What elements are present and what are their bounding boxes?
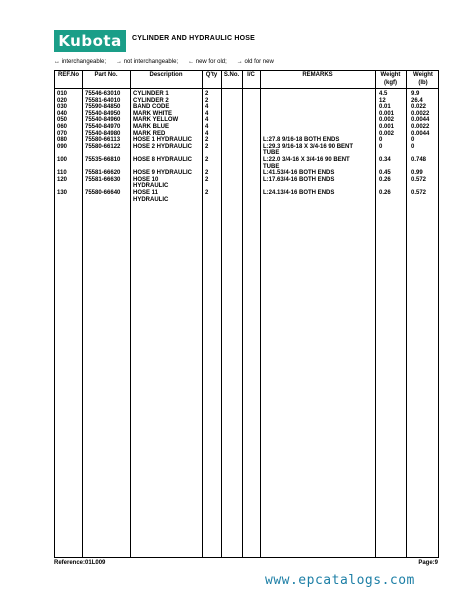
- parts-table: [54, 70, 439, 558]
- cell-kgf: 0.002: [379, 117, 395, 124]
- col-header-description: Description: [149, 72, 183, 78]
- cell-qty: 2: [205, 143, 209, 150]
- col-header-ref: REF.No: [58, 72, 79, 78]
- interchangeability-legend: [54, 59, 444, 65]
- cell-part: 75540-84950: [85, 110, 121, 117]
- cell-desc: MARK WHITE: [133, 110, 172, 117]
- page-title: CYLINDER AND HYDRAULIC HOSE: [132, 35, 255, 42]
- cell-part: 75546-63010: [85, 91, 121, 97]
- col-header-weight-lb: Weight (lb): [413, 72, 433, 86]
- cell-desc: HOSE 9 HYDRAULIC: [133, 170, 193, 177]
- table-row: [55, 144, 438, 157]
- cell-lb: 0.0022: [411, 110, 430, 117]
- cell-kgf: 0.002: [379, 130, 395, 137]
- cell-lb: 9.9: [411, 91, 420, 97]
- cell-qty: 2: [205, 170, 209, 177]
- col-header-qty: Q'ty: [205, 72, 218, 78]
- cell-kgf: 0: [379, 143, 383, 150]
- cell-ref: 050: [57, 117, 68, 124]
- table-row: [55, 124, 438, 131]
- cell-lb: 0.572: [411, 189, 427, 196]
- cell-desc: HOSE 8 HYDRAULIC: [133, 156, 193, 163]
- cell-ref: 090: [57, 143, 68, 150]
- cell-kgf: 0.26: [379, 189, 391, 196]
- cell-ref: 080: [57, 137, 68, 144]
- table-row: [55, 170, 438, 177]
- cell-desc: CYLINDER 2: [133, 97, 169, 104]
- cell-qty: 4: [205, 117, 209, 124]
- cell-desc: MARK BLUE: [133, 123, 169, 130]
- cell-part: 75580-66122: [85, 143, 121, 150]
- cell-qty: 4: [205, 104, 209, 111]
- col-header-part: Part No.: [94, 72, 118, 78]
- cell-qty: 2: [205, 97, 209, 104]
- cell-part: 75540-84970: [85, 123, 121, 130]
- cell-qty: 4: [205, 110, 209, 117]
- table-body: [55, 91, 438, 203]
- cell-ref: 100: [57, 156, 68, 163]
- cell-desc: HOSE 2 HYDRAULIC: [133, 143, 193, 150]
- cell-ref: 110: [57, 170, 67, 177]
- cell-remarks: L:24.13/4-16 BOTH ENDS: [263, 189, 335, 196]
- cell-remarks: L:22.0 3/4-16 X 3/4-16 90 BENT: [263, 156, 350, 163]
- cell-qty: 2: [205, 189, 209, 196]
- cell-qty: 2: [205, 156, 209, 163]
- legend-item: → old for new: [236, 59, 274, 65]
- cell-qty: 4: [205, 123, 209, 130]
- cell-remarks: TUBE: [263, 163, 280, 170]
- legend-item: ← new for old;: [188, 59, 227, 65]
- legend-item: ↔ interchangeable;: [54, 59, 107, 65]
- cell-part: 75535-66810: [85, 156, 121, 163]
- cell-part: 75580-66113: [85, 137, 121, 144]
- cell-qty: 2: [205, 176, 209, 183]
- cell-qty: 2: [205, 137, 209, 144]
- table-row: [55, 190, 438, 203]
- cell-ref: 060: [57, 123, 68, 130]
- cell-desc: HOSE 10: [133, 176, 159, 183]
- cell-desc: MARK YELLOW: [133, 117, 179, 124]
- table-row: [55, 137, 438, 144]
- cell-kgf: 4.5: [379, 91, 388, 97]
- cell-kgf: 0.001: [379, 123, 395, 130]
- cell-part: 75581-66620: [85, 170, 121, 177]
- cell-desc: CYLINDER 1: [133, 91, 169, 97]
- cell-part: 75540-84980: [85, 130, 121, 137]
- reference-number: Reference:01L009: [54, 560, 106, 566]
- cell-lb: 0.572: [411, 176, 427, 183]
- page-number: Page:9: [418, 560, 438, 566]
- cell-lb: 0.0044: [411, 117, 430, 124]
- col-header-ic: I/C: [247, 72, 255, 78]
- cell-remarks: L:17.63/4-16 BOTH ENDS: [263, 176, 335, 183]
- cell-remarks: L:27.8 9/16-18 BOTH ENDS: [263, 137, 340, 144]
- cell-lb: 0.748: [411, 156, 427, 163]
- table-row: [55, 177, 438, 190]
- cell-ref: 130: [57, 189, 68, 196]
- table-row: [55, 104, 438, 111]
- cell-desc: HYDRAULIC: [133, 183, 169, 190]
- cell-kgf: 0.26: [379, 176, 391, 183]
- cell-ref: 030: [57, 104, 68, 111]
- cell-remarks: TUBE: [263, 150, 280, 157]
- cell-lb: 0.0044: [411, 130, 430, 137]
- cell-qty: 4: [205, 130, 209, 137]
- cell-kgf: 0: [379, 137, 383, 144]
- cell-lb: 26.4: [411, 97, 423, 104]
- cell-desc: BAND CODE: [133, 104, 170, 111]
- cell-part: 75581-64010: [85, 97, 121, 104]
- cell-part: 75580-66640: [85, 189, 121, 196]
- cell-kgf: 0.34: [379, 156, 391, 163]
- col-header-sno: S.No.: [223, 72, 240, 78]
- legend-item: → not interchangeable;: [116, 59, 179, 65]
- cell-part: 75590-84850: [85, 104, 121, 111]
- cell-remarks: L:41.53/4-16 BOTH ENDS: [263, 170, 335, 177]
- cell-lb: 0.0022: [411, 123, 430, 130]
- cell-lb: 0.99: [411, 170, 423, 177]
- cell-part: 75581-66630: [85, 176, 121, 183]
- col-header-remarks: REMARKS: [302, 72, 333, 78]
- table-row: [55, 117, 438, 124]
- cell-part: 75540-84960: [85, 117, 121, 124]
- kubota-logo: Kubota: [54, 30, 126, 52]
- table-row: [55, 111, 438, 118]
- cell-ref: 120: [57, 176, 68, 183]
- cell-desc: HOSE 11: [133, 189, 159, 196]
- table-row: [55, 131, 438, 138]
- table-row: [55, 91, 438, 98]
- cell-ref: 070: [57, 130, 68, 137]
- cell-ref: 020: [57, 97, 68, 104]
- table-row: [55, 157, 438, 170]
- cell-kgf: 0.45: [379, 170, 391, 177]
- cell-desc: MARK RED: [133, 130, 166, 137]
- col-header-weight-kgf: Weight (kgf): [380, 72, 401, 86]
- cell-desc: HYDRAULIC: [133, 196, 169, 203]
- cell-qty: 2: [205, 91, 209, 97]
- cell-kgf: 0.01: [379, 104, 391, 111]
- cell-kgf: 0.001: [379, 110, 395, 117]
- cell-lb: 0.022: [411, 104, 427, 111]
- cell-lb: 0: [411, 143, 415, 150]
- cell-kgf: 12: [379, 97, 386, 104]
- cell-ref: 040: [57, 110, 68, 117]
- cell-remarks: L:29.3 9/16-18 X 3/4-16 90 BENT: [263, 143, 354, 150]
- table-row: [55, 98, 438, 105]
- cell-ref: 010: [57, 91, 68, 97]
- cell-desc: HOSE 1 HYDRAULIC: [133, 137, 193, 144]
- watermark: www.epcatalogs.com: [265, 573, 415, 588]
- cell-lb: 0: [411, 137, 415, 144]
